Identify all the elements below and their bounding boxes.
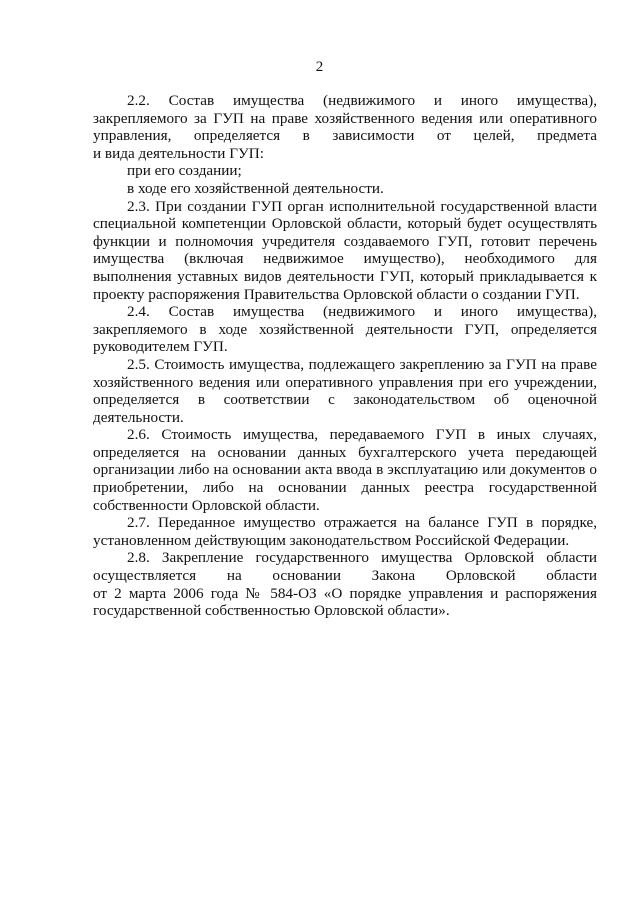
text-line: руководителем ГУП.: [93, 338, 228, 356]
text-line: проекту распоряжения Правительства Орловской области о создании ГУП.: [93, 285, 580, 303]
text-line: и вида деятельности ГУП:: [93, 144, 264, 162]
text-line: собственности Орловской области.: [93, 496, 320, 514]
text-line: деятельности.: [93, 408, 184, 426]
text-line: 2.7. Переданное имущество отражается на балансе ГУП в порядке,: [127, 514, 597, 532]
text-line: государственной собственностью Орловской области».: [93, 602, 450, 620]
paragraph: [93, 356, 597, 426]
text-line: выполнения уставных видов деятельности ГУП, который прикладывается к: [93, 267, 597, 285]
text-line: функции и полномочия учредителя создаваемого ГУП, готовит перечень: [93, 232, 597, 250]
text-line: 2.3. При создании ГУП орган исполнительной государственной власти: [127, 197, 597, 215]
document-body: [93, 92, 597, 620]
text-line: от 2 марта 2006 года № 584-ОЗ «О порядке управления и распоряжения: [93, 584, 597, 602]
text-line: хозяйственного ведения или оперативного управления при его учреждении,: [93, 373, 597, 391]
paragraph: [93, 303, 597, 356]
text-line: специальной компетенции Орловской области, который будет осуществлять: [93, 215, 597, 233]
text-line: закрепляемого в ходе хозяйственной деятельности ГУП, определяется: [93, 320, 597, 338]
text-line: при его создании;: [127, 162, 242, 180]
text-line: управления, определяется в зависимости от целей, предмета: [93, 127, 597, 145]
page-number: 2: [315, 59, 324, 75]
text-line: закрепляемого за ГУП на праве хозяйственного ведения или оперативного: [93, 109, 597, 127]
paragraph: [93, 92, 597, 162]
text-line: 2.8. Закрепление государственного имущества Орловской области: [127, 549, 597, 567]
text-line: установленном действующим законодательством Российской Федерации.: [93, 531, 570, 549]
text-line: определяется в соответствии с законодательством об оценочной: [93, 391, 597, 409]
text-line: в ходе его хозяйственной деятельности.: [127, 179, 384, 197]
text-line: 2.6. Стоимость имущества, передаваемого ГУП в иных случаях,: [127, 426, 597, 444]
text-line: имущества (включая недвижимое имущество), необходимого для: [93, 250, 597, 268]
paragraph: [93, 426, 597, 514]
text-line: осуществляется на основании Закона Орловской области: [93, 567, 597, 585]
paragraph: [93, 514, 597, 549]
paragraph: [93, 180, 597, 198]
text-line: приобретении, либо на основании данных реестра государственной: [93, 479, 597, 497]
text-line: организации либо на основании акта ввода в эксплуатацию или документов о: [93, 461, 597, 479]
paragraph: [93, 549, 597, 619]
text-line: 2.4. Состав имущества (недвижимого и иного имущества),: [127, 303, 597, 321]
text-line: 2.5. Стоимость имущества, подлежащего закреплению за ГУП на праве: [127, 355, 597, 373]
text-line: определяется на основании данных бухгалтерского учета передающей: [93, 443, 597, 461]
paragraph: [93, 162, 597, 180]
paragraph: [93, 198, 597, 304]
text-line: 2.2. Состав имущества (недвижимого и иного имущества),: [127, 92, 597, 109]
